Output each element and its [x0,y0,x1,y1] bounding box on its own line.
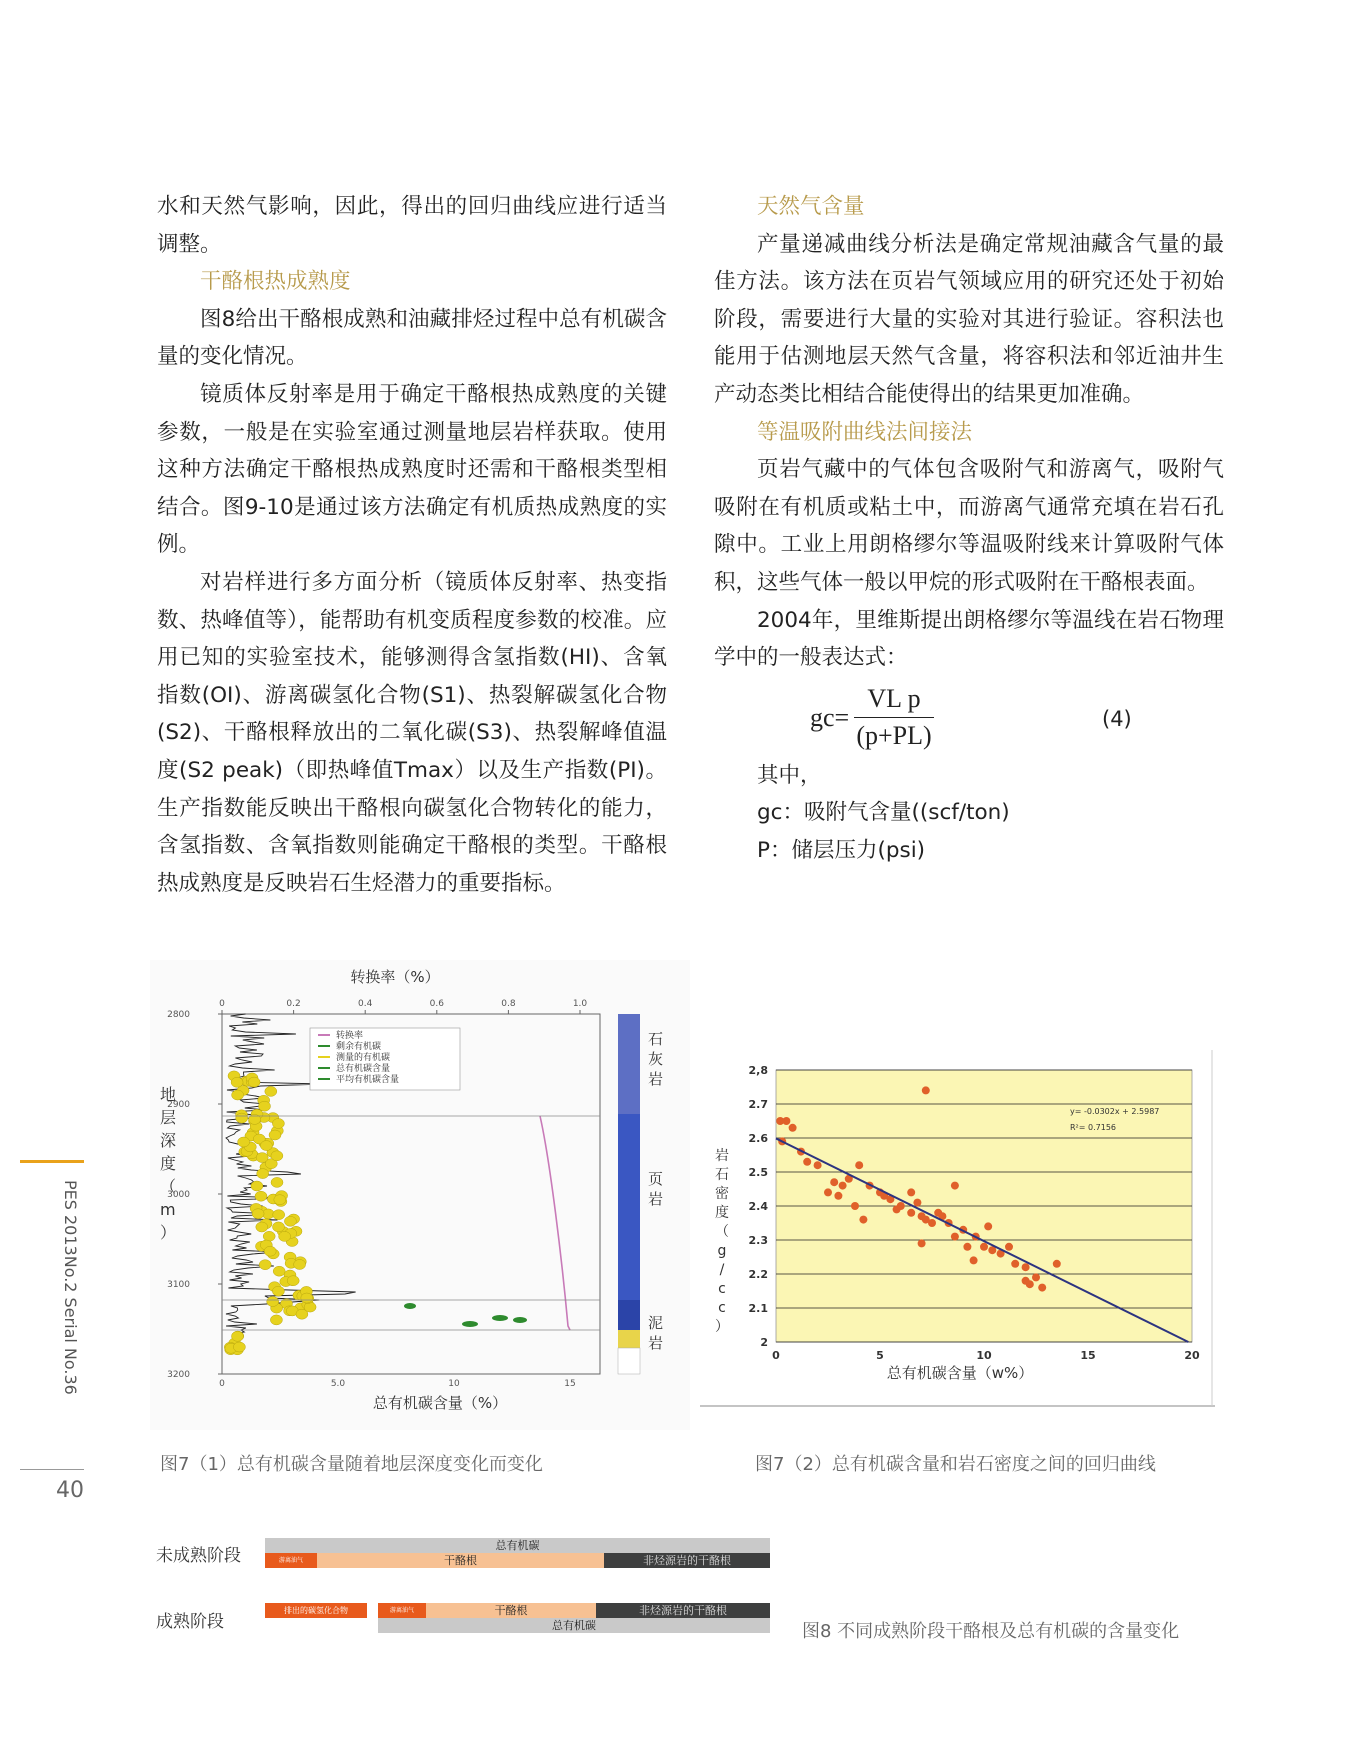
data-point [893,1205,901,1213]
x-axis-label: 总有机碳含量（w%） [886,1364,1034,1382]
right-text-column [714,188,1224,870]
data-point [824,1188,832,1196]
toc-point [263,1231,275,1241]
data-point [1032,1273,1040,1281]
toc-point [265,1086,277,1096]
data-point [1011,1260,1019,1268]
legend-label: 剩余有机碳 [336,1042,382,1052]
data-point [907,1188,915,1196]
data-point [1038,1284,1046,1292]
y-axis-ticks [749,1064,769,1349]
top-axis-label: 转换率（%） [350,968,440,986]
data-point [1053,1260,1061,1268]
toc-point [279,1231,291,1241]
lithology-char: 泥 [648,1314,664,1332]
top-tick-label: 0.4 [358,999,373,1009]
depth-tick-label: 3200 [167,1370,190,1380]
data-point [984,1222,992,1230]
toc-point [296,1309,308,1319]
toc-bar: 总有机碳 [378,1618,770,1633]
toc-point [232,1090,244,1100]
toc-point [251,1181,263,1191]
depth-tick-label: 2800 [167,1010,190,1020]
remaining-toc-mark [404,1303,416,1309]
accent-rule [20,1160,84,1163]
depth-tick-label: 3000 [167,1190,190,1200]
section-heading: 干酪根热成熟度 [200,269,351,295]
formula-numerator: VL p [867,683,921,713]
lith-bar-limestone [618,1014,640,1114]
lith-bar-sand [618,1330,640,1348]
data-point [970,1256,978,1264]
paragraph: 2004年，里维斯提出朗格缪尔等温线在岩石物理学中的一般表达式： [714,607,1224,671]
y-label-char: （ [715,1224,729,1240]
lithology-char: 岩 [648,1334,664,1352]
depth-log-figure [150,960,690,1430]
y-label-char: 岩 [715,1148,729,1164]
non-source-kerogen-bar: 非烃源岩的干酪根 [604,1553,770,1568]
toc-point [255,1191,267,1201]
non-source-kerogen-bar: 非烃源岩的干酪根 [596,1603,770,1618]
toc-point [238,1137,250,1147]
lithology-char: 灰 [648,1050,664,1068]
data-point [1005,1243,1013,1251]
data-point [789,1124,797,1132]
legend-label: 总有机碳含量 [336,1064,391,1074]
data-point [913,1199,921,1207]
y-tick-label: 2.2 [748,1268,768,1281]
top-tick-label: 0 [219,999,225,1009]
lithology-char: 页 [648,1170,664,1188]
top-tick-label: 0.6 [429,999,444,1009]
lithology-char: 岩 [648,1070,664,1088]
langmuir-formula [714,677,1224,757]
y-tick-label: 2 [760,1336,768,1349]
legend-label: 测量的有机碳 [336,1053,391,1063]
data-point [980,1243,988,1251]
stage-label-immature: 未成熟阶段 [156,1546,241,1566]
toc-point [287,1276,299,1286]
toc-bar: 总有机碳 [265,1538,770,1553]
definition: P：储层压力(psi) [757,837,926,863]
x-tick-label: 15 [1080,1349,1096,1362]
toc-point [252,1209,264,1219]
page-rule [20,1469,84,1470]
y-label-char: 地 [160,1085,177,1104]
y-label-char: 度 [715,1205,729,1221]
toc-point [301,1293,313,1303]
y-label-char: 密 [715,1186,729,1202]
formula-fraction [854,683,934,752]
y-label-char: 石 [715,1167,729,1183]
trend-r2: R²= 0.7156 [1070,1123,1117,1132]
y-tick-label: 2,8 [748,1064,768,1077]
y-label-char: （ [160,1177,177,1196]
toc-point [274,1195,286,1205]
toc-point [270,1315,282,1325]
toc-point [259,1101,271,1111]
x-tick-label: 5 [876,1349,884,1362]
depth-axis-label [160,1085,176,1242]
toc-point [273,1210,285,1220]
toc-point [271,1177,283,1187]
legend-label: 转换率 [336,1031,364,1041]
data-point [918,1239,926,1247]
stage-label-mature: 成熟阶段 [156,1612,224,1632]
toc-point [257,1169,269,1179]
bottom-tick-label: 0 [219,1379,225,1389]
paragraph: 对岩样进行多方面分析（镜质体反射率、热变指数、热峰值等），能帮助有机变质程度参数的校准。应用已知的实验室技术，能够测得含氢指数(HI)、含氧指数(OI)、游离碳氢化合物(S1)、热裂解碳氢化合物(S2)、干酪根释放出的二氧化碳(S3)、热裂解峰值温度(S2 peak)（即热峰值Tmax）以及生产指数(PI)。生产指数能反映出干酪根向碳氢化合物转化的能力，含氢指数、含氧指数则能确定干酪根的类型。干酪根热成熟度是反映岩石生烃潜力的重要指标。 [157,569,667,896]
y-label-char: 度 [160,1154,177,1173]
y-label-char: ） [160,1223,177,1242]
page-number: 40 [56,1478,84,1503]
toc-point [256,1153,268,1163]
toc-point [264,1246,276,1256]
data-point [1022,1263,1030,1271]
data-point [830,1178,838,1186]
toc-point [284,1216,296,1226]
y-tick-label: 2.4 [748,1200,768,1213]
lithology-char: 岩 [648,1190,664,1208]
data-point [951,1233,959,1241]
section-heading: 等温吸附曲线法间接法 [757,419,973,445]
toc-point [269,1130,281,1140]
lith-bar-shale [618,1114,640,1300]
toc-point [273,1266,285,1276]
journal-info: PES 2013No.2 Serial No.36 [61,1180,80,1395]
figure-caption: 图7（2）总有机碳含量和岩石密度之间的回归曲线 [755,1454,1156,1475]
toc-point [272,1286,284,1296]
toc-point [248,1077,260,1087]
lithology-char: 石 [648,1030,664,1048]
equation-number: (4) [1102,706,1132,731]
x-tick-label: 20 [1184,1349,1200,1362]
y-label-char: c [718,1281,726,1297]
top-tick-label: 0.2 [286,999,301,1009]
paragraph: 图8给出干酪根成熟和油藏排烃过程中总有机碳含量的变化情况。 [157,306,667,370]
y-tick-label: 2.6 [748,1132,768,1145]
data-point [803,1158,811,1166]
toc-point [259,1260,271,1270]
left-text-column [157,188,667,902]
remaining-toc-mark [492,1315,508,1321]
data-point [839,1182,847,1190]
section-heading: 天然气含量 [757,194,865,219]
depth-tick-label: 3100 [167,1280,190,1290]
data-point [851,1202,859,1210]
trend-equation: y= -0.0302x + 2.5987 [1070,1107,1160,1116]
figure-caption: 图7（1）总有机碳含量随着地层深度变化而变化 [160,1454,543,1475]
data-point [782,1117,790,1125]
bottom-tick-label: 5.0 [330,1379,346,1389]
kerogen-bar: 干酪根 [426,1603,596,1618]
free-hc-bar: 游离油气 [265,1553,317,1568]
toc-point [294,1260,306,1270]
data-point [855,1161,863,1169]
toc-point [271,1151,283,1161]
figure-caption: 图8 不同成熟阶段干酪根及总有机碳的含量变化 [802,1621,1180,1642]
remaining-toc-mark [462,1321,478,1327]
x-tick-label: 0 [772,1349,780,1362]
toc-point [272,1119,284,1129]
toc-density-scatter [700,1050,1215,1410]
data-point [922,1086,930,1094]
paragraph: 水和天然气影响，因此，得出的回归曲线应进行适当调整。 [157,194,667,257]
toc-point [267,1297,279,1307]
y-label-char: 层 [160,1108,177,1127]
y-tick-label: 2.3 [748,1234,768,1247]
y-label-char: / [719,1262,725,1278]
data-point [928,1219,936,1227]
remaining-toc-mark [513,1317,527,1323]
bottom-axis-label: 总有机碳含量（%） [372,1394,508,1412]
toc-point [260,1141,272,1151]
kerogen-bar: 干酪根 [317,1553,604,1568]
formula-lhs: gc= [810,702,850,732]
data-point [1022,1277,1030,1285]
depth-tick-label: 2900 [167,1100,190,1110]
toc-point [273,1222,285,1232]
toc-point [232,1331,244,1341]
y-label-char: g [717,1243,727,1259]
paragraph: 其中， [757,762,822,788]
toc-point [233,1342,245,1352]
free-hc-bar: 游离油气 [378,1603,426,1618]
definition: gc：吸附气含量((scf/ton) [757,800,1010,826]
data-point [963,1243,971,1251]
y-label-char: m [160,1200,176,1219]
data-point [814,1161,822,1169]
formula-denominator: (p+PL) [856,720,932,750]
data-point [907,1209,915,1217]
lith-bar-mudstone [618,1300,640,1330]
y-tick-label: 2.1 [748,1302,768,1315]
expelled-hc-bar: 排出的碳氢化合物 [265,1603,367,1618]
data-point [834,1192,842,1200]
x-tick-label: 10 [976,1349,992,1362]
data-point [951,1182,959,1190]
legend [310,1028,460,1090]
y-tick-label: 2.5 [748,1166,768,1179]
bottom-tick-label: 15 [564,1379,576,1389]
top-tick-label: 0.8 [501,999,516,1009]
top-tick-label: 1.0 [572,999,588,1009]
toc-point [256,1222,268,1232]
paragraph: 页岩气藏中的气体包含吸附气和游离气，吸附气吸附在有机质或粘土中，而游离气通常充填在岩石孔隙中。工业上用朗格缪尔等温吸附线来计算吸附气体积，这些气体一般以甲烷的形式吸附在干酪根表面。 [714,457,1224,595]
toc-point [236,1113,248,1123]
y-label-char: ） [715,1319,729,1335]
data-point [859,1216,867,1224]
y-tick-label: 2.7 [748,1098,768,1111]
y-label-char: 深 [160,1131,177,1150]
bottom-tick-label: 10 [448,1379,460,1389]
lith-bar-base [618,1348,640,1374]
fraction-bar [854,717,934,718]
legend-label: 平均有机碳含量 [336,1075,400,1085]
paragraph: 镜质体反射率是用于确定干酪根热成熟度的关键参数，一般是在实验室通过测量地层岩样获取。使用这种方法确定干酪根热成熟度时还需和干酪根类型相结合。图9-10是通过该方法确定有机质热成熟度的实例。 [157,381,667,558]
toc-point [231,1077,243,1087]
paragraph: 产量递减曲线分析法是确定常规油藏含气量的最佳方法。该方法在页岩气领域应用的研究还处于初始阶段，需要进行大量的实验对其进行验证。容积法也能用于估测地层天然气含量，将容积法和邻近油井生产动态类比相结合能使得出的结果更加准确。 [714,231,1224,407]
y-label-char: c [718,1300,726,1316]
